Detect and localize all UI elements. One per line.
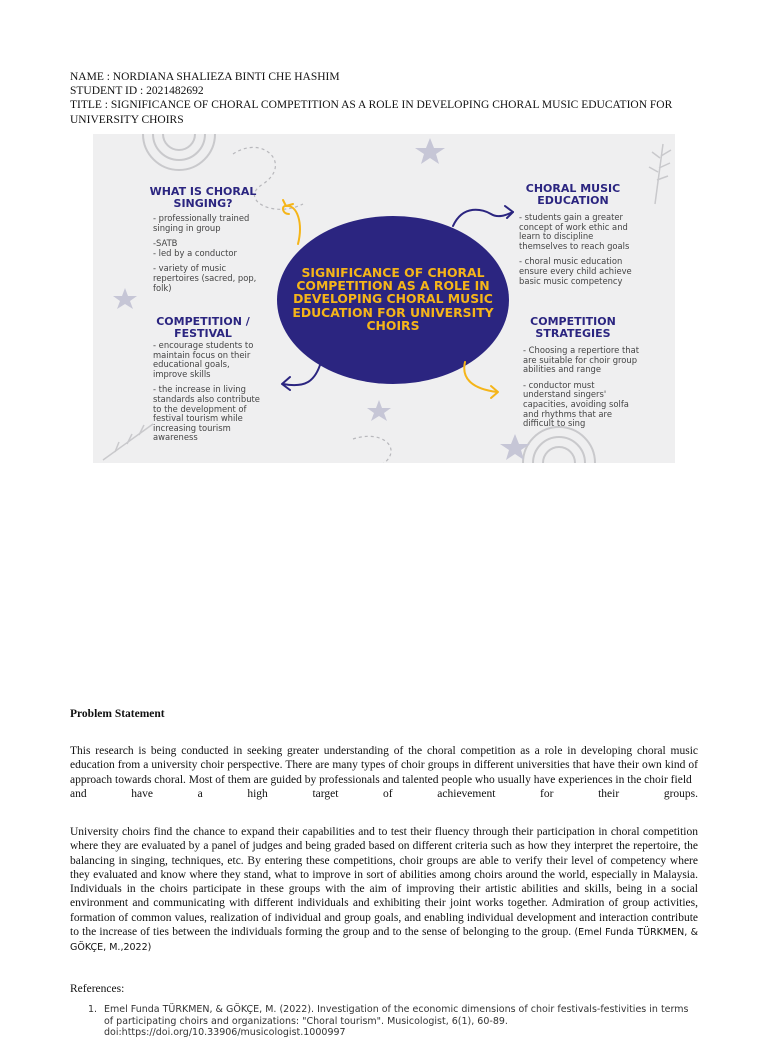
heading-choral-music-education: CHORAL MUSIC EDUCATION — [525, 182, 621, 207]
problem-statement-heading: Problem Statement — [70, 708, 165, 720]
student-name: NAME : NORDIANA SHALIEZA BINTI CHE HASHIM — [70, 71, 340, 83]
arrow-icon — [453, 210, 513, 226]
infographic-center-title: SIGNIFICANCE OF CHORAL COMPETITION AS A ROLE IN DEVELOPING CHORAL MUSIC EDUCATION FOR UNIVERSITY CHOIRS — [292, 265, 494, 333]
reference-text: Emel Funda TÜRKMEN, & GÖKÇE, M. (2022). Investigation of the economic dimensions of choir festivals-festivities in terms of participating choirs and organizations: "Choral tourism". Musicologist, 6(1), 60-89. doi:https://doi.org/10.33906/musicologist.1000997 — [104, 1004, 689, 1038]
star-icon — [415, 138, 445, 164]
problem-paragraph-2 — [70, 825, 698, 956]
paragraph-1-text: This research is being conducted in seeking greater understanding of the choral competition as a role in developing choral music education from a university choir perspective. There are many types of choir groups in different universities that have their own kind of approach towards choral. Most of them are guided by professionals and talented people who usually have experiences in the choir field — [70, 745, 698, 786]
star-icon — [367, 400, 391, 421]
references-heading: References: — [70, 983, 125, 995]
paragraph-2-citation: (Emel Funda TÜRKMEN, & GÖKÇE, M.,2022) — [70, 927, 698, 954]
arrow-icon — [283, 362, 321, 385]
competition-strategies-list: - Choosing a repertiore that are suitable for choir group abilities and range - conductor must understand singers' capacities, avoiding solfa and rhythms that are difficult to sing — [523, 345, 639, 429]
reference-number: 1. — [88, 1004, 98, 1015]
choral-music-education-list: - students gain a greater concept of work ethic and learn to discipline themselves to reach goals - choral music education ensure every child achieve basic music competency — [519, 212, 632, 286]
problem-paragraph-1 — [70, 744, 698, 801]
paragraph-1-last-line: and have a high target of achievement for their groups. — [70, 787, 698, 800]
heading-choral-singing: WHAT IS CHORAL SINGING? — [149, 185, 257, 210]
choral-singing-list: - professionally trained singing in group -SATB - led by a conductor - variety of music repertoires (sacred, pop, folk) — [153, 213, 257, 293]
paragraph-2-text: University choirs find the chance to expand their capabilities and to test their fluency through their participation in choral competition where they are evaluated by a panel of judges and being graded based on different criteria such as how they interpret the repertoire, the balancing in singing, techniques, etc. By entering these competitions, choir groups are able to verify their level of competency where they evaluated and know where they stand, what to improve in sort of abilities among choirs around the world, especially in Malaysia. Individuals in the choirs participate in these groups with the aim of improving their artistic abilities and skills, being in a social environment and communicating with different individuals and exhibiting their joint works together. Admiration of group activities, formation of common values, realization of individual and group goals, and enabling individual development and interaction contribute to the increase of ties between the individuals forming the group and to the sense of belonging to the group. — [70, 826, 698, 939]
document-title: TITLE : SIGNIFICANCE OF CHORAL COMPETITION AS A ROLE IN DEVELOPING CHORAL MUSIC EDUCATION FOR UNIVERSITY CHOIRS — [70, 99, 673, 126]
infographic — [93, 134, 675, 463]
star-icon — [113, 288, 137, 309]
heading-competition-strategies: COMPETITION STRATEGIES — [530, 315, 616, 340]
student-id: STUDENT ID : 2021482692 — [70, 85, 204, 97]
heading-competition-festival: COMPETITION / FESTIVAL — [156, 315, 250, 340]
competition-festival-list: - encourage students to maintain focus on their educational goals, improve skills - the increase in living standards also contribute to the development of festival tourism while increasing tourism awareness — [153, 340, 260, 443]
arrow-icon — [283, 206, 300, 244]
star-icon — [500, 434, 530, 460]
